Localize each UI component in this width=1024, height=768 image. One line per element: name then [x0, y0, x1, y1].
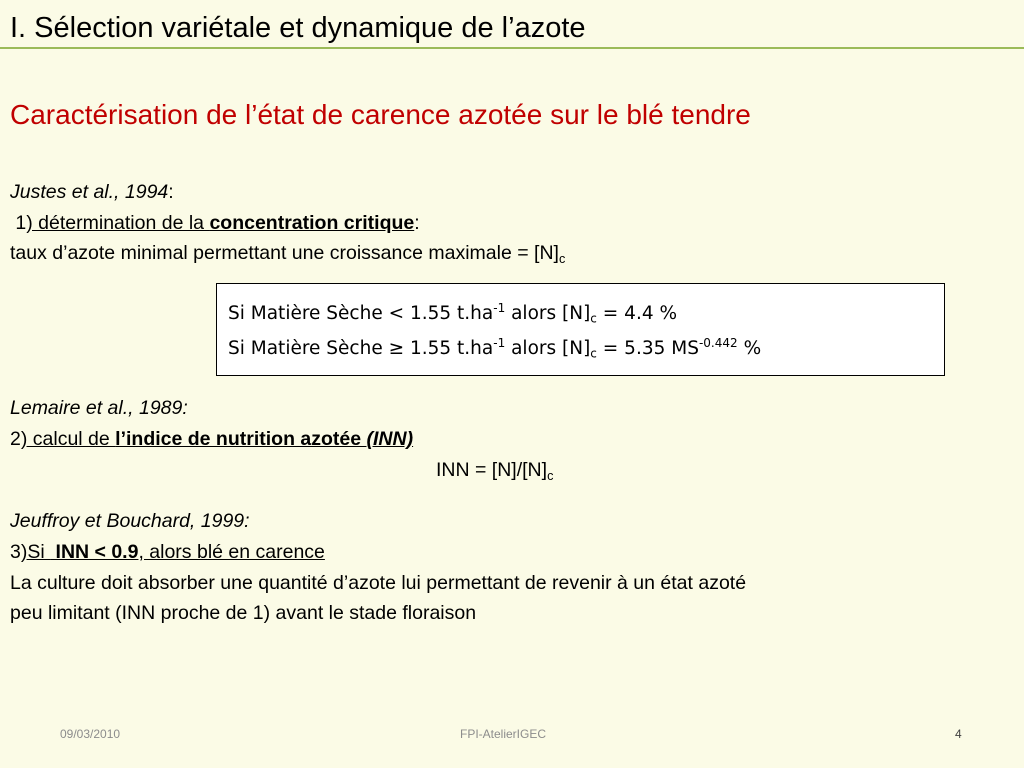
inn-formula — [436, 458, 553, 482]
reference-lemaire: Lemaire et al., 1989: — [10, 397, 188, 419]
footer-center-text: FPI-AtelierIGEC — [460, 727, 547, 741]
conclusion-line-1: La culture doit absorber une quantité d’azote lui permettant de revenir à un état azoté — [10, 572, 747, 594]
formula-line-2-sub: c — [590, 346, 597, 361]
item-1-colon: : — [414, 212, 420, 234]
reference-justes-colon: : — [168, 181, 174, 203]
footer-date: 09/03/2010 — [60, 727, 121, 741]
formula-line-1-sub: c — [590, 311, 597, 326]
definition-sub: c — [558, 251, 566, 266]
reference-justes-name: Justes et al., 1994 — [10, 181, 169, 203]
formula-line-1-b: alors [N] — [505, 303, 591, 324]
item-3-bold: INN < 0.9 — [50, 541, 139, 563]
item-1-number: 1 — [10, 212, 27, 234]
item-1-bold: concentration critique — [209, 212, 415, 234]
formula-line-2-b: alors [N] — [505, 338, 591, 359]
reference-justes — [10, 180, 174, 204]
conclusion-line-2: peu limitant (INN proche de 1) avant le stade floraison — [10, 602, 477, 624]
inn-formula-text: INN = [N]/[N] — [436, 459, 548, 481]
item-3-si: )Si — [20, 541, 51, 563]
footer-page-number: 4 — [955, 727, 962, 741]
item-2-bold-italic: (INN) — [366, 428, 414, 450]
formula-line-1-c: = 4.4 % — [596, 303, 678, 324]
title-divider — [0, 47, 1024, 49]
item-1 — [10, 211, 420, 235]
formula-line-1 — [228, 302, 677, 326]
slide-subtitle: Caractérisation de l’état de carence azotée sur le blé tendre — [10, 99, 751, 130]
item-2-underlined — [21, 428, 413, 450]
formula-line-2-sup: -1 — [493, 335, 506, 350]
item-3 — [10, 540, 325, 564]
formula-line-2-exponent: -0.442 — [698, 335, 738, 350]
formula-line-2-d: % — [737, 338, 762, 359]
item-1-underlined — [26, 212, 414, 234]
formula-line-1-sup: -1 — [493, 300, 506, 315]
item-2-text: ) calcul de — [20, 428, 116, 450]
slide-title: I. Sélection variétale et dynamique de l’azote — [10, 12, 586, 44]
formula-line-2-a: Si Matière Sèche ≥ 1.55 t.ha — [228, 338, 494, 359]
item-2 — [10, 427, 413, 451]
item-3-number: 3 — [10, 541, 21, 563]
formula-box — [216, 283, 945, 376]
definition-line — [10, 241, 565, 265]
item-2-bold: l’indice de nutrition azotée — [115, 428, 367, 450]
item-3-underlined — [21, 541, 325, 563]
inn-formula-sub: c — [547, 468, 554, 483]
item-2-number: 2 — [10, 428, 21, 450]
item-1-text: ) détermination de la — [26, 212, 210, 234]
formula-line-1-a: Si Matière Sèche < 1.55 t.ha — [228, 303, 494, 324]
reference-jeuffroy: Jeuffroy et Bouchard, 1999: — [10, 510, 250, 532]
item-3-rest: , alors blé en carence — [138, 541, 325, 563]
formula-line-2-c: = 5.35 MS — [596, 338, 699, 359]
definition-text: taux d’azote minimal permettant une croissance maximale = [N] — [10, 242, 559, 264]
formula-line-2 — [228, 337, 761, 361]
